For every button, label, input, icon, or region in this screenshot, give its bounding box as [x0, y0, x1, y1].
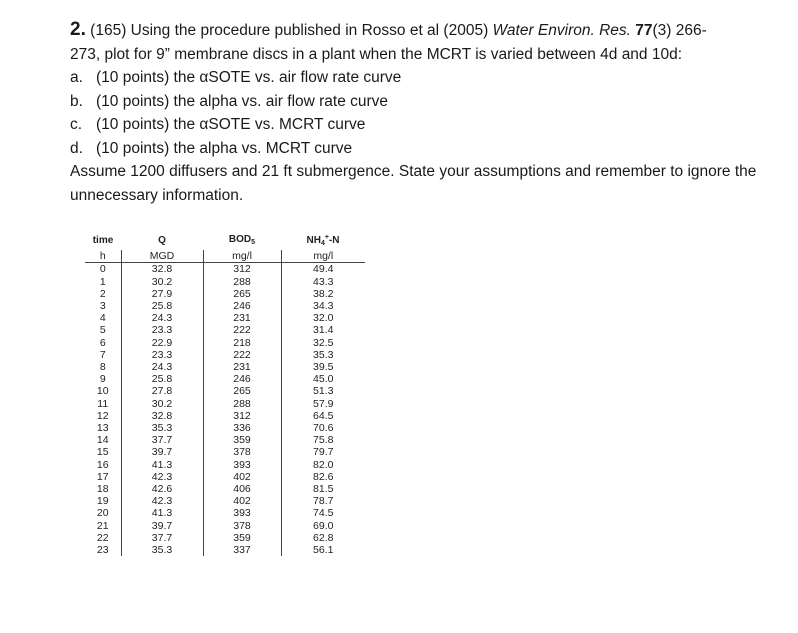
- cell-q: 35.3: [121, 422, 203, 434]
- nh-superscript: +: [324, 234, 329, 241]
- cell-nh: 74.5: [281, 507, 365, 519]
- cell-time: 15: [96, 446, 109, 459]
- cell-q: 25.8: [121, 300, 203, 312]
- cell-q: 41.3: [121, 459, 203, 471]
- sub-question-c: [70, 113, 782, 137]
- cell-time: 13: [96, 422, 109, 435]
- cell-nh: 78.7: [281, 495, 365, 507]
- table-row: [85, 312, 365, 324]
- table-row: [85, 507, 365, 519]
- table-row: [85, 446, 365, 458]
- cell-time: 19: [96, 495, 109, 508]
- cell-time: 7: [99, 348, 106, 361]
- cell-time: 4: [99, 312, 106, 325]
- cell-time: 18: [96, 483, 109, 496]
- question-number: 2.: [70, 19, 86, 40]
- header-ammonia: [281, 232, 365, 250]
- cell-nh: 81.5: [281, 483, 365, 495]
- sub-question-list: [70, 66, 782, 160]
- closing-instructions: Assume 1200 diffusers and 21 ft submergence. State your assumptions and remember to ignore the unnecessary information.: [70, 163, 757, 204]
- item-text: (10 points) the alpha vs. air flow rate curve: [96, 92, 389, 110]
- cell-nh: 39.5: [281, 361, 365, 373]
- table-row: [85, 410, 365, 422]
- cell-nh: 49.4: [281, 263, 365, 276]
- table-row: [85, 276, 365, 288]
- nh-label: NH: [306, 235, 321, 246]
- cell-q: 24.3: [121, 312, 203, 324]
- cell-time: 16: [96, 458, 109, 471]
- table-row: [85, 544, 365, 556]
- cell-nh: 75.8: [281, 434, 365, 446]
- cell-q: 41.3: [121, 507, 203, 519]
- cell-time: 17: [96, 470, 109, 483]
- item-letter: b.: [70, 92, 83, 110]
- cell-q: 27.8: [121, 385, 203, 397]
- cell-bod: 222: [203, 324, 281, 336]
- table-row: [85, 263, 365, 276]
- cell-nh: 51.3: [281, 385, 365, 397]
- journal-pages: (3) 266-: [652, 22, 707, 39]
- influent-data-table: [85, 232, 365, 556]
- cell-time: 21: [96, 519, 109, 532]
- cell-time: 20: [96, 507, 109, 520]
- unit-bod: mg/l: [203, 250, 281, 263]
- cell-bod: 402: [203, 471, 281, 483]
- cell-nh: 32.0: [281, 312, 365, 324]
- table-row: [85, 349, 365, 361]
- cell-bod: 231: [203, 361, 281, 373]
- table-row: [85, 520, 365, 532]
- cell-nh: 56.1: [281, 544, 365, 556]
- bod-label: BOD: [228, 233, 252, 245]
- table-row: [85, 337, 365, 349]
- unit-q: MGD: [121, 250, 203, 263]
- cell-nh: 38.2: [281, 288, 365, 300]
- cell-q: 37.7: [121, 532, 203, 544]
- cell-bod: 359: [203, 532, 281, 544]
- cell-bod: 406: [203, 483, 281, 495]
- question-intro: (165) Using the procedure published in Rosso et al (2005): [85, 22, 493, 39]
- item-letter: a.: [70, 69, 83, 86]
- cell-nh: 62.8: [281, 532, 365, 544]
- item-text: (10 points) the alpha vs. MCRT curve: [96, 139, 353, 157]
- cell-time: 1: [99, 275, 106, 288]
- cell-q: 23.3: [121, 324, 203, 336]
- cell-nh: 79.7: [281, 446, 365, 458]
- cell-bod: 288: [203, 398, 281, 410]
- table-row: [85, 324, 365, 336]
- cell-time: 23: [96, 544, 109, 557]
- cell-time: 22: [96, 531, 109, 544]
- cell-bod: 288: [203, 276, 281, 288]
- header-bod: [203, 232, 281, 250]
- table-row: [85, 532, 365, 544]
- question-second-line: 273, plot for 9” membrane discs in a plant when the MCRT is varied between 4d and 10d:: [70, 45, 683, 63]
- cell-nh: 57.9: [281, 398, 365, 410]
- cell-time: 11: [97, 397, 109, 410]
- cell-nh: 64.5: [281, 410, 365, 422]
- cell-nh: 35.3: [281, 349, 365, 361]
- item-letter: c.: [70, 116, 83, 133]
- cell-nh: 32.5: [281, 337, 365, 349]
- table-row: [85, 373, 365, 385]
- sub-question-a: [70, 66, 782, 90]
- cell-q: 25.8: [121, 373, 203, 385]
- header-time: time: [92, 235, 114, 246]
- cell-q: 30.2: [121, 398, 203, 410]
- unit-nh: mg/l: [281, 250, 365, 263]
- cell-q: 23.3: [121, 349, 203, 361]
- cell-bod: 402: [203, 495, 281, 507]
- cell-q: 24.3: [121, 361, 203, 373]
- question-first-line: [70, 18, 782, 43]
- cell-q: 42.6: [121, 483, 203, 495]
- cell-bod: 378: [203, 446, 281, 458]
- cell-bod: 312: [203, 263, 281, 276]
- sub-question-d: [70, 137, 782, 161]
- cell-bod: 222: [203, 349, 281, 361]
- cell-bod: 378: [203, 520, 281, 532]
- table-row: [85, 385, 365, 397]
- cell-q: 22.9: [121, 337, 203, 349]
- cell-bod: 246: [203, 373, 281, 385]
- cell-nh: 45.0: [281, 373, 365, 385]
- table-row: [85, 459, 365, 471]
- header-q: Q: [158, 235, 166, 246]
- table-row: [85, 471, 365, 483]
- table-units-row: [85, 250, 365, 263]
- cell-bod: 393: [203, 507, 281, 519]
- table-row: [85, 483, 365, 495]
- cell-time: 8: [99, 361, 106, 374]
- cell-time: 10: [96, 385, 109, 398]
- unit-time: h: [85, 250, 121, 263]
- journal-name: Water Environ. Res.: [492, 22, 631, 39]
- cell-time: 9: [99, 373, 106, 386]
- cell-q: 32.8: [121, 410, 203, 422]
- item-letter: d.: [70, 139, 83, 157]
- table-header-row: [85, 232, 365, 250]
- cell-q: 35.3: [121, 544, 203, 556]
- cell-q: 39.7: [121, 446, 203, 458]
- table-row: [85, 361, 365, 373]
- cell-q: 42.3: [121, 495, 203, 507]
- table-row: [85, 300, 365, 312]
- question-block: [70, 18, 782, 207]
- cell-q: 27.9: [121, 288, 203, 300]
- table-row: [85, 495, 365, 507]
- cell-bod: 246: [203, 300, 281, 312]
- table-row: [85, 434, 365, 446]
- cell-bod: 218: [203, 337, 281, 349]
- table-row: [85, 288, 365, 300]
- cell-bod: 265: [203, 385, 281, 397]
- table-row: [85, 422, 365, 434]
- cell-time: 0: [99, 263, 106, 276]
- cell-q: 42.3: [121, 471, 203, 483]
- cell-time: 2: [99, 287, 106, 300]
- cell-bod: 265: [203, 288, 281, 300]
- table-body: [85, 263, 365, 556]
- cell-nh: 70.6: [281, 422, 365, 434]
- nh-tail: -N: [328, 235, 340, 246]
- cell-time: 6: [99, 336, 106, 349]
- cell-nh: 82.0: [281, 459, 365, 471]
- cell-bod: 231: [203, 312, 281, 324]
- cell-bod: 336: [203, 422, 281, 434]
- cell-q: 39.7: [121, 520, 203, 532]
- cell-nh: 34.3: [281, 300, 365, 312]
- cell-bod: 359: [203, 434, 281, 446]
- cell-q: 37.7: [121, 434, 203, 446]
- cell-nh: 43.3: [281, 276, 365, 288]
- cell-nh: 69.0: [281, 520, 365, 532]
- item-text: (10 points) the αSOTE vs. MCRT curve: [96, 116, 366, 133]
- nh-subscript: 4: [320, 240, 325, 247]
- cell-time: 3: [99, 300, 106, 313]
- bod-subscript: 5: [251, 238, 256, 246]
- cell-nh: 31.4: [281, 324, 365, 336]
- cell-time: 5: [99, 324, 106, 337]
- cell-time: 12: [96, 409, 109, 422]
- sub-question-b: [70, 90, 782, 114]
- item-text: (10 points) the αSOTE vs. air flow rate curve: [96, 69, 402, 86]
- cell-q: 30.2: [121, 276, 203, 288]
- cell-bod: 312: [203, 410, 281, 422]
- journal-volume: 77: [635, 22, 653, 39]
- table-row: [85, 398, 365, 410]
- cell-bod: 393: [203, 459, 281, 471]
- cell-time: 14: [96, 434, 109, 447]
- cell-nh: 82.6: [281, 471, 365, 483]
- cell-bod: 337: [203, 544, 281, 556]
- cell-q: 32.8: [121, 263, 203, 276]
